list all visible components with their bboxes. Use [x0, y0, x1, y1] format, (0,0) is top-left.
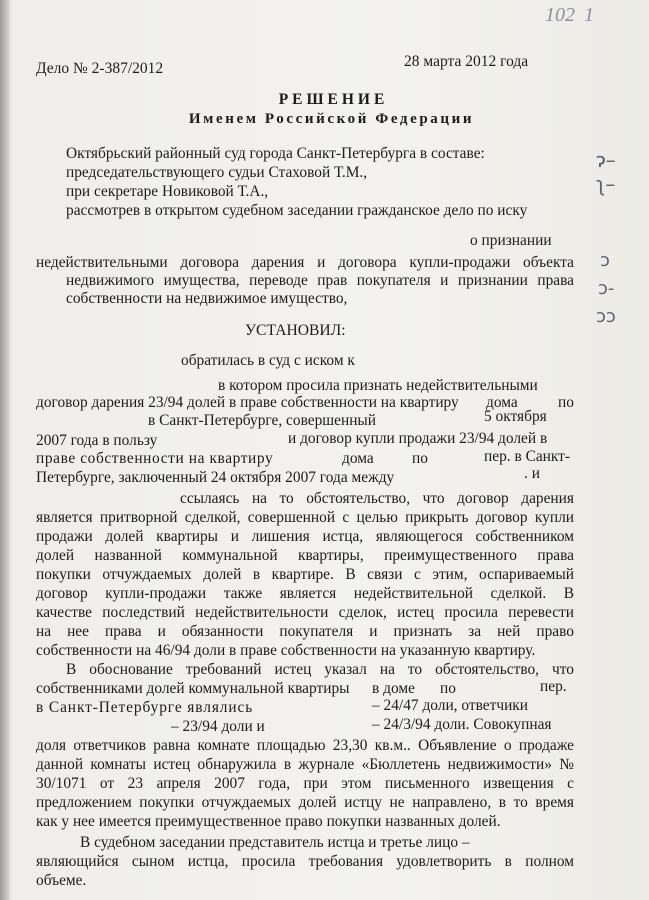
intro-line: Октябрьский районный суд города Санкт-Петербурга в составе: — [66, 145, 485, 162]
section-heading: УСТАНОВИЛ: — [245, 322, 346, 339]
body-text: 2007 года в пользу — [36, 432, 158, 449]
intro-line: при секретаре Новиковой Т.А., — [66, 183, 269, 200]
intro-line: председательствующего судьи Стаховой Т.М., — [66, 164, 368, 181]
body-text: обратилась в суд с иском к — [181, 352, 355, 369]
intro-line: рассмотрев в открытом судебном заседании гражданское дело по иску — [66, 202, 528, 219]
body-text: 5 октября — [484, 408, 547, 425]
body-text: – 24/3/94 доли. Совокупная — [372, 716, 552, 733]
document-title: РЕШЕНИЕ — [278, 91, 389, 108]
body-text: данной комнаты истец обнаружила в журнале «Бюллетень недвижимости» № — [36, 756, 574, 773]
intro-line: недействительными договора дарения и договора купли-продажи объекта — [36, 254, 574, 271]
body-text: качестве последствий недействительности сделок, истец просила перевести — [36, 604, 574, 621]
body-text: в котором просила признать недействительными — [218, 377, 538, 394]
document-subtitle: Именем Российской Федерации — [188, 111, 475, 127]
body-text: ссылаясь на то обстоятельство, что договор дарения — [180, 490, 574, 507]
body-text: В обоснование требований истец указал на то обстоятельство, что — [66, 661, 574, 678]
body-text: и договор купли продажи 23/94 долей в — [288, 430, 548, 447]
body-text: в Санкт-Петербурге являлись — [36, 699, 254, 716]
body-text: в доме — [372, 680, 415, 697]
page-number-mark: 102 — [545, 4, 575, 26]
body-text: пер. — [540, 678, 567, 695]
intro-line: недвижимого имущества, переводе прав покупателя и признании права — [66, 272, 574, 289]
body-text: пер. в Санкт- — [484, 448, 571, 465]
body-text: предложением покупки отчуждаемых долей истцу не направлено, в то время — [36, 794, 574, 811]
margin-scribble-icon: ɔɔ — [596, 306, 616, 327]
handwritten-page-number — [545, 4, 601, 44]
body-text: в Санкт-Петербурге, совершенный — [148, 412, 377, 429]
body-text: Петербурге, заключенный 24 октября 2007 года между — [36, 469, 395, 486]
body-text: по — [412, 450, 428, 467]
body-text: продажи долей квартиры и лишения истца, являющегося собственником — [36, 528, 574, 545]
page-edge-shadow — [0, 0, 10, 900]
body-text: как у нее имеется преимущественное право покупки названных долей. — [36, 813, 501, 830]
body-text: по — [558, 394, 574, 411]
body-text: является притворной сделкой, совершенной с целью прикрыть договор купли — [36, 509, 574, 526]
margin-scribble-icon: ɂ– — [596, 148, 616, 172]
body-text: покупки отчуждаемых долей в квартире. В связи с этим, оспариваемый — [36, 566, 574, 583]
case-number: Дело № 2-387/2012 — [36, 60, 164, 77]
body-text: договор купли-продажи также является недействительной сделкой. В — [36, 585, 574, 602]
body-text: являющийся сыном истца, просила требования удовлетворить в полном — [36, 853, 574, 870]
body-text: доля ответчиков равна комнате площадью 23,30 кв.м.. Объявление о продаже — [36, 737, 574, 754]
body-text: . и — [524, 465, 540, 482]
intro-line: о признании — [470, 232, 552, 249]
decision-date: 28 марта 2012 года — [404, 53, 529, 70]
margin-scribble-icon: ɔ — [600, 250, 610, 271]
body-text: 30/1071 от 23 апреля 2007 года, при этом письменного извещения с — [36, 775, 574, 792]
body-text: дома — [486, 394, 518, 411]
body-text: договор дарения 23/94 долей в праве собственности на квартиру — [36, 394, 459, 411]
body-text: дома — [342, 450, 374, 467]
body-text: по — [440, 680, 456, 697]
body-text: объеме. — [36, 872, 87, 889]
body-text: В судебном заседании представитель истца и третье лицо – — [80, 834, 470, 851]
page-number-mark-2: 1 — [584, 4, 594, 26]
intro-line: собственности на недвижимое имущество, — [66, 290, 348, 307]
body-text: собственниками долей коммунальной квартиры — [36, 680, 350, 697]
margin-scribble-icon: ɔ- — [598, 278, 615, 299]
body-text: собственности на 46/94 доли в праве собственности на указанную квартиру. — [36, 642, 536, 659]
margin-scribble-icon: ʅ– — [596, 172, 616, 196]
body-text: долей названной коммунальной квартиры, преимущественного права — [36, 547, 574, 564]
body-text: праве собственности на квартиру — [36, 450, 274, 467]
body-text: на нее права и обязанности покупателя и признать за ней право — [36, 623, 574, 640]
body-text: – 24/47 доли, ответчики — [372, 697, 529, 714]
body-text: – 23/94 доли и — [171, 718, 265, 735]
